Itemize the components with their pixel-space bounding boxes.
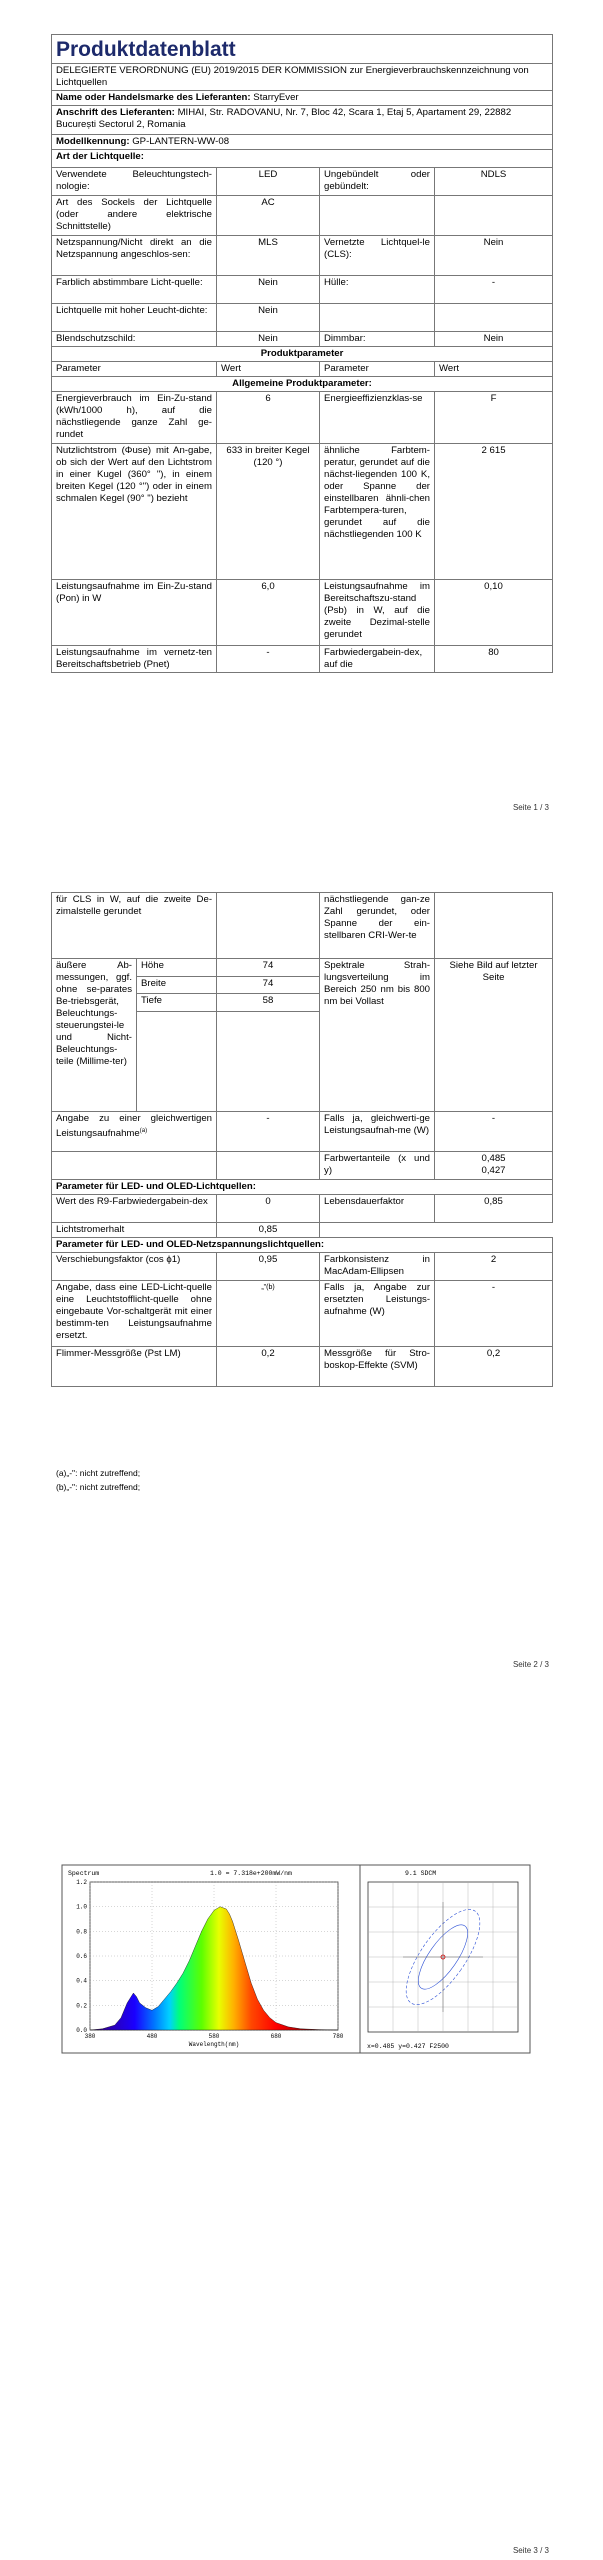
r9-value: 0 (217, 1195, 320, 1223)
cell-label: Verwendete Beleuchtungstech-nologie: (52, 168, 217, 196)
page-title: Produktdatenblatt (52, 35, 553, 64)
cell-label: Energieeffizienzklas-se (320, 392, 435, 444)
flicker-value: 0,2 (217, 1347, 320, 1387)
cell-value: 6 (217, 392, 320, 444)
cell-value (435, 304, 553, 332)
cell-value: 6,0 (217, 580, 320, 646)
col-header-wert: Wert (217, 362, 320, 377)
dim-value: 74 (217, 959, 320, 977)
cell-value: NDLS (435, 168, 553, 196)
model-row (52, 135, 553, 150)
life-value: 0,85 (435, 1195, 553, 1223)
page-3 (0, 1700, 603, 2560)
address-row (52, 106, 553, 135)
cell-value: 633 in breiter Kegel (120 °) (217, 444, 320, 580)
cell-label: Farblich abstimmbare Licht-quelle: (52, 276, 217, 304)
chroma-x: 0,485 (481, 1153, 506, 1164)
cell-label: Vernetzte Lichtquel-le (CLS): (320, 236, 435, 276)
model-value: GP-LANTERN-WW-08 (132, 136, 230, 147)
table-row (52, 1152, 553, 1180)
lightsource-heading: Art der Lichtquelle: (52, 150, 553, 168)
cell-value: 2 615 (435, 444, 553, 580)
general-params-heading: Allgemeine Produktparameter: (52, 377, 553, 392)
cell-label: nächstliegende gan-ze Zahl gerundet, oder Spanne der ein-stellbaren CRI-Wer-te (320, 893, 435, 959)
x-tick-label: 380 (84, 2033, 96, 2040)
table-row (52, 304, 553, 332)
cell-label: ähnliche Farbtem-peratur, gerundet auf die nächst-liegenden 100 K, oder Spanne der einstellbaren ähnli-chen Farbtempera-turen, gerundet auf die nächstliegenden 100 K (320, 444, 435, 580)
y-tick-label: 1.0 (76, 1903, 87, 1911)
cell-label: Nutzlichtstrom (Φuse) mit An-gabe, ob sich der Wert auf den Lichtstrom in einer Kugel (360° "), in einem breiten Kegel (120 °") oder in einem schmalen Kegel (90° ") bezieht (52, 444, 217, 580)
dim-value: 58 (217, 994, 320, 1012)
table-row (52, 580, 553, 646)
supplier-row (52, 91, 553, 106)
y-tick-label: 1.2 (76, 1879, 87, 1886)
x-tick-label: 680 (270, 2033, 282, 2040)
table-row (52, 1223, 553, 1238)
led-repl-label: Angabe, dass eine LED-Licht-quelle eine Leuchtstofflicht-quelle ohne eingebaute Vor-schaltgerät mit einer bestimm-ten Leistungsaufnahme ersetzt. (52, 1281, 217, 1347)
y-tick-label: 0.6 (76, 1953, 87, 1960)
table-row (52, 444, 553, 580)
cell-label: für CLS in W, auf die zweite De-zimalstelle gerundet (52, 893, 217, 959)
strobe-label: Messgröße für Stro-boskop-Effekte (SVM) (320, 1347, 435, 1387)
cell-label: Hülle: (320, 276, 435, 304)
cell-value: AC (217, 196, 320, 236)
cell-value: MLS (217, 236, 320, 276)
params-heading: Produktparameter (52, 347, 553, 362)
shift-value: 0,95 (217, 1253, 320, 1281)
table-row (52, 276, 553, 304)
led-repl-ja-label: Falls ja, Angabe zur ersetzten Leistungs-aufnahme (W) (320, 1281, 435, 1347)
footnote-b: (b)„-": nicht zutreffend; (56, 1482, 141, 1492)
col-header-parameter: Parameter (320, 362, 435, 377)
shift-label: Verschiebungsfaktor (cos ϕ1) (52, 1253, 217, 1281)
cell-label: Dimmbar: (320, 332, 435, 347)
cell-value: 80 (435, 646, 553, 673)
cell-value: 0,10 (435, 580, 553, 646)
page-footer-3: Seite 3 / 3 (512, 2546, 549, 2555)
dim-name: Breite (137, 976, 217, 994)
sdcm-title: 9.1 SDCM (405, 1870, 437, 1877)
cell-value: Nein (217, 304, 320, 332)
r9-label: Wert des R9-Farbwiedergabein-dex (52, 1195, 217, 1223)
chroma-value (435, 1152, 553, 1180)
table-row (52, 392, 553, 444)
cell-label: Art des Sockels der Lichtquelle (oder andere elektrische Schnittstelle) (52, 196, 217, 236)
table-row (52, 646, 553, 673)
y-tick-label: 0.4 (76, 1977, 87, 1985)
equiv-value: - (217, 1112, 320, 1152)
x-tick-label: 780 (332, 2033, 344, 2040)
dim-name: Tiefe (137, 994, 217, 1012)
cell-value: F (435, 392, 553, 444)
table-row (52, 1347, 553, 1387)
led-repl-value: „"(b) (217, 1281, 320, 1347)
led-repl-ja-value: - (435, 1281, 553, 1347)
equiv-ja-label: Falls ja, gleichwerti-ge Leistungsaufnah-me (W) (320, 1112, 435, 1152)
macadam-label: Farbkonsistenz in MacAdam-Ellipsen (320, 1253, 435, 1281)
table-row (52, 959, 553, 977)
cell-value: Nein (217, 332, 320, 347)
table-row (52, 168, 553, 196)
datasheet-table-page2 (51, 892, 553, 1387)
cell-label: Farbwiedergabein-dex, auf die (320, 646, 435, 673)
model-label: Modellkennung: (56, 136, 130, 147)
chromaticity-plot (368, 1882, 518, 2032)
page-footer-1: Seite 1 / 3 (512, 803, 549, 812)
spectrum-annotation: 1.0 = 7.318e+200mW/nm (210, 1870, 292, 1877)
cell-label (320, 304, 435, 332)
chroma-y: 0,427 (481, 1165, 506, 1176)
spectrum-xlabel: Wavelength(nm) (188, 2041, 240, 2048)
supplier-value: StarryEver (253, 92, 299, 103)
cell-value (435, 893, 553, 959)
cell-value: Nein (435, 236, 553, 276)
lumen-label: Lichtstromerhalt (52, 1223, 217, 1238)
y-tick-label: 0.2 (76, 2002, 87, 2010)
dim-name: Höhe (137, 959, 217, 977)
table-row (52, 196, 553, 236)
spectral-value: Siehe Bild auf letzter Seite (435, 959, 553, 1112)
table-row (52, 1281, 553, 1347)
chroma-readout: x=0.485 y=0.427 F2500 (367, 2043, 449, 2050)
y-tick-label: 0.0 (76, 2027, 87, 2034)
cell-value: Nein (217, 276, 320, 304)
address-value: MIHAI, Str. RADOVANU, Nr. 7, Bloc 42, Scara 1, Etaj 5, Apartament 29, 22882 București Sectorul 2, Romania (56, 107, 512, 130)
datasheet-table-page1 (51, 34, 553, 673)
cell-value (435, 196, 553, 236)
footnote-a: (a)„-": nicht zutreffend; (56, 1468, 141, 1478)
cell-label: Ungebündelt oder gebündelt: (320, 168, 435, 196)
dim-value: 74 (217, 976, 320, 994)
page-1 (0, 0, 603, 820)
measurement-report-figure (0, 1700, 603, 2560)
mains-heading: Parameter für LED- und OLED-Netzspannungslichtquellen: (52, 1238, 553, 1253)
table-header-row (52, 362, 553, 377)
cell-value: - (435, 276, 553, 304)
table-row (52, 332, 553, 347)
cell-label (320, 196, 435, 236)
cell-label: Leistungsaufnahme im Bereitschaftszu-stand (Psb) in W, auf die zweite Dezimal-stelle gerundet (320, 580, 435, 646)
macadam-value: 2 (435, 1253, 553, 1281)
cell-label: Energieverbrauch im Ein-Zu-stand (kWh/1000 h), auf die nächstliegende ganze Zahl ge-rundet (52, 392, 217, 444)
spectrum-title: Spectrum (68, 1870, 100, 1877)
lumen-value: 0,85 (217, 1223, 320, 1238)
chroma-label: Farbwertanteile (x und y) (320, 1152, 435, 1180)
table-row (52, 1112, 553, 1152)
cell-value: - (217, 646, 320, 673)
table-row (52, 236, 553, 276)
page-footer-2: Seite 2 / 3 (512, 1660, 549, 1669)
col-header-parameter: Parameter (52, 362, 217, 377)
flicker-label: Flimmer-Messgröße (Pst LM) (52, 1347, 217, 1387)
table-row (52, 1253, 553, 1281)
table-row (52, 893, 553, 959)
cell-value: LED (217, 168, 320, 196)
cell-label: Leistungsaufnahme im vernetz-ten Bereitschaftsbetrieb (Pnet) (52, 646, 217, 673)
table-row (52, 1195, 553, 1223)
page-2 (0, 890, 603, 1690)
led-heading: Parameter für LED- und OLED-Lichtquellen: (52, 1180, 553, 1195)
cell-label: Leistungsaufnahme im Ein-Zu-stand (Pon) in W (52, 580, 217, 646)
cell-value (217, 893, 320, 959)
dims-label: äußere Ab-messungen, ggf. ohne se-parates Be-triebsgerät, Beleuchtungs-steuerungstei-le und Nicht-Beleuchtungs-teile (Millime-ter) (52, 959, 137, 1112)
cell-label: Lichtquelle mit hoher Leucht-dichte: (52, 304, 217, 332)
life-label: Lebensdauerfaktor (320, 1195, 435, 1223)
cell-label: Blendschutzschild: (52, 332, 217, 347)
cell-value: Nein (435, 332, 553, 347)
strobe-value: 0,2 (435, 1347, 553, 1387)
col-header-wert: Wert (435, 362, 553, 377)
spectrum-plot (76, 1879, 344, 2040)
cell-label: Netzspannung/Nicht direkt an die Netzspannung angeschlos-sen: (52, 236, 217, 276)
equiv-ja-value: - (435, 1112, 553, 1152)
supplier-label: Name oder Handelsmarke des Lieferanten: (56, 92, 251, 103)
x-tick-label: 580 (208, 2033, 220, 2040)
spectral-label: Spektrale Strah-lungsverteilung im Bereich 250 nm bis 800 nm bei Vollast (320, 959, 435, 1112)
y-tick-label: 0.8 (76, 1928, 87, 1936)
equiv-label: Angabe zu einer gleichwertigen Leistungsaufnahme$^{(a)}$ (52, 1112, 217, 1152)
address-label: Anschrift des Lieferanten: (56, 107, 175, 118)
regulation-text: DELEGIERTE VERORDNUNG (EU) 2019/2015 DER KOMMISSION zur Energieverbrauchskennzeichnung von Lichtquellen (52, 64, 553, 91)
x-tick-label: 480 (146, 2033, 158, 2040)
